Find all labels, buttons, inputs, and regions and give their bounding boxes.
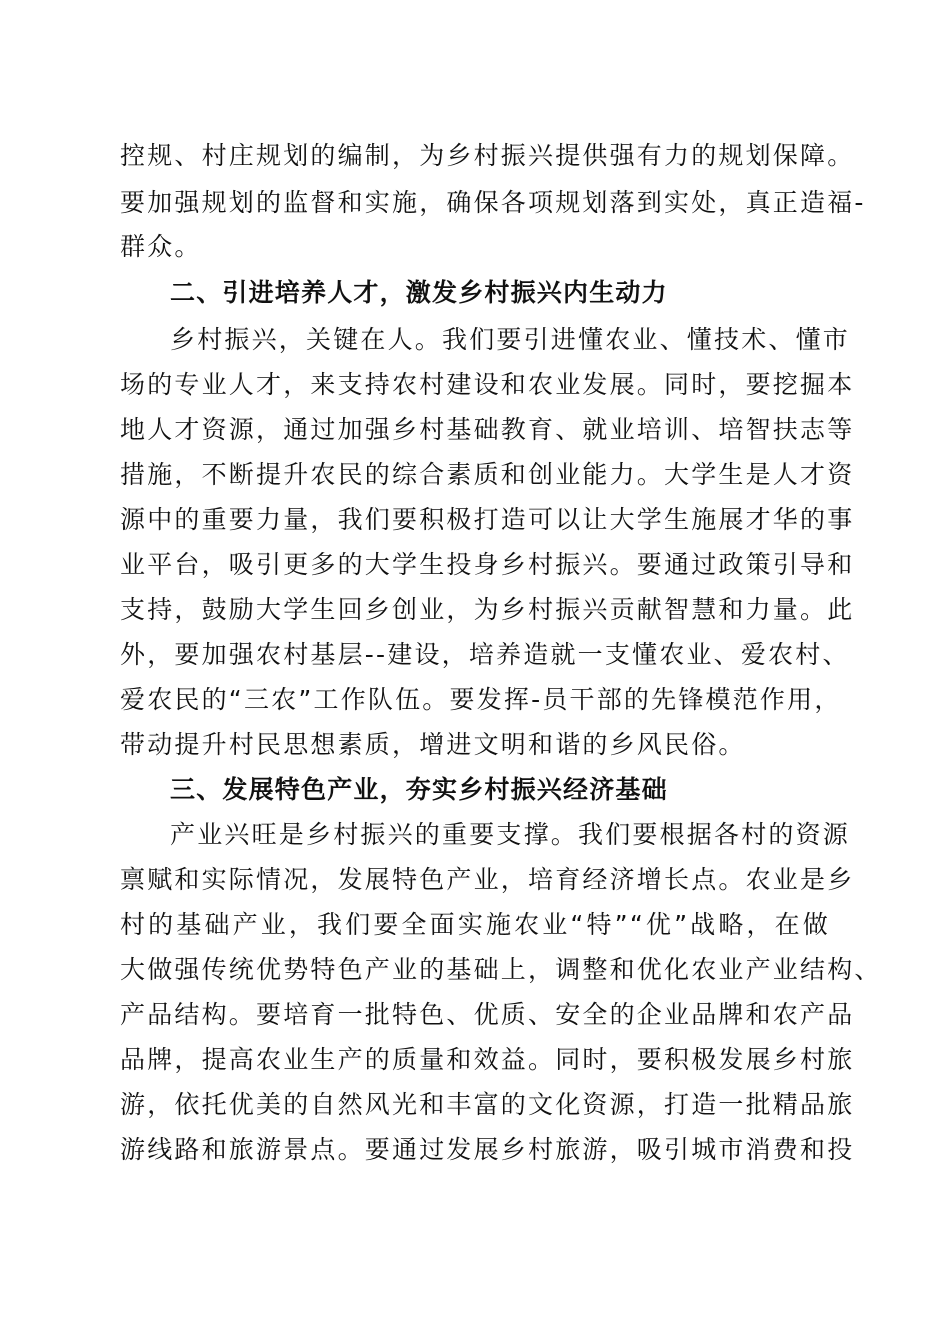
text-line: 群众。 [120,232,202,261]
text-line: 爱农民的“三农”工作队伍。要发挥-员干部的先锋模范作用， [120,685,842,714]
text-line: 品牌，提高农业生产的质量和效益。同时，要积极发展乡村旅 [120,1045,855,1074]
text-line: 大做强传统优势特色产业的基础上，调整和优化农业产业结构、 [120,955,882,984]
text-line: 游线路和旅游景点。要通过发展乡村旅游，吸引城市消费和投 [120,1135,855,1164]
text-line: 禀赋和实际情况，发展特色产业，培育经济增长点。农业是乡 [120,865,855,894]
text-line: 要加强规划的监督和实施，确保各项规划落到实处，真正造福- [120,188,866,217]
section-heading: 二、引进培养人才，激发乡村振兴内生动力 [170,278,668,307]
text-line: 场的专业人才，来支持农村建设和农业发展。同时，要挖掘本 [120,370,855,399]
text-line: 游，依托优美的自然风光和丰富的文化资源，打造一批精品旅 [120,1090,855,1119]
text-line: 控规、村庄规划的编制，为乡村振兴提供强有力的规划保障。 [120,141,855,170]
text-line: 带动提升村民思想素质，增进文明和谐的乡风民俗。 [120,730,746,759]
text-line: 措施，不断提升农民的综合素质和创业能力。大学生是人才资 [120,460,855,489]
text-line: 地人才资源，通过加强乡村基础教育、就业培训、培智扶志等 [120,415,855,444]
text-line: 乡村振兴，关键在人。我们要引进懂农业、懂技术、懂市 [170,325,851,354]
text-line: 产业兴旺是乡村振兴的重要支撑。我们要根据各村的资源 [170,820,851,849]
section-heading: 三、发展特色产业，夯实乡村振兴经济基础 [170,775,668,804]
text-line: 产品结构。要培育一批特色、优质、安全的企业品牌和农产品 [120,1000,855,1029]
text-line: 外，要加强农村基层--建设，培养造就一支懂农业、爱农村、 [120,640,850,669]
text-line: 源中的重要力量，我们要积极打造可以让大学生施展才华的事 [120,505,855,534]
text-line: 业平台，吸引更多的大学生投身乡村振兴。要通过政策引导和 [120,550,855,579]
text-line: 支持，鼓励大学生回乡创业，为乡村振兴贡献智慧和力量。此 [120,595,855,624]
text-line: 村的基础产业，我们要全面实施农业“特”“优”战略，在做 [120,910,830,939]
